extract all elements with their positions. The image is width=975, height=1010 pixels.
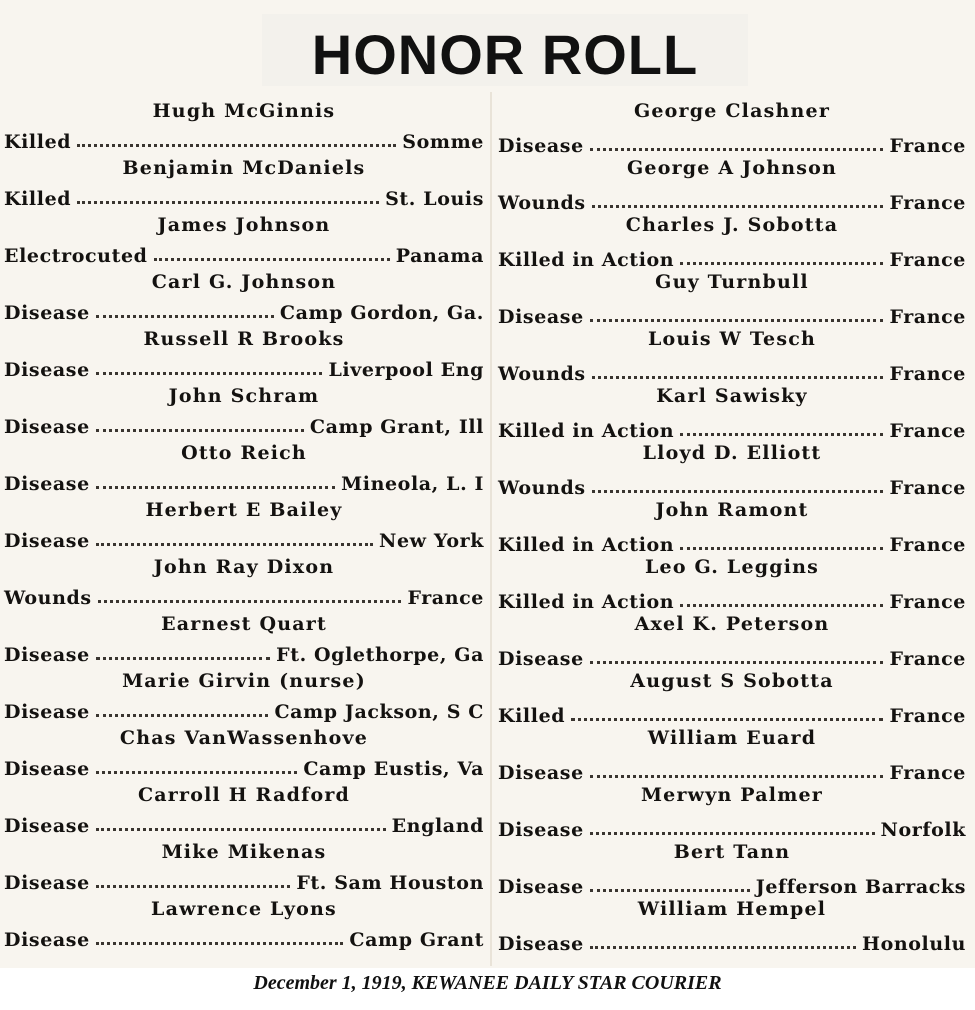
- soldier-name: Hugh McGinnis: [152, 100, 336, 122]
- dot-leader: [590, 148, 884, 151]
- dot-leader: [77, 201, 379, 204]
- soldier-name: John Ray Dixon: [153, 556, 335, 578]
- soldier-name: Guy Turnbull: [655, 271, 809, 293]
- honor-entry: [0, 556, 488, 613]
- cause-of-death: Electrocuted: [4, 245, 148, 267]
- place-of-death: Camp Grant, Ill: [309, 416, 484, 438]
- entry-detail: [4, 469, 484, 495]
- entry-detail: [498, 758, 966, 784]
- dot-leader: [590, 319, 884, 322]
- place-of-death: Camp Jackson, S C: [274, 701, 484, 723]
- soldier-name: Carroll H Radford: [137, 784, 351, 806]
- place-of-death: Mineola, L. I: [341, 473, 484, 495]
- honor-entry: [0, 214, 488, 271]
- cause-of-death: Disease: [4, 530, 90, 552]
- soldier-name: Benjamin McDaniels: [122, 157, 366, 179]
- entry-detail: [4, 925, 484, 951]
- column-divider: [490, 92, 492, 966]
- dot-leader: [96, 543, 373, 546]
- entry-detail: [4, 526, 484, 552]
- cause-of-death: Disease: [4, 929, 90, 951]
- soldier-name: Russell R Brooks: [143, 328, 345, 350]
- place-of-death: Somme: [402, 131, 484, 153]
- place-of-death: France: [889, 192, 966, 214]
- soldier-name: Axel K. Peterson: [634, 613, 830, 635]
- honor-entry: [494, 442, 970, 499]
- place-of-death: New York: [379, 530, 484, 552]
- headline-box: [262, 14, 748, 86]
- cause-of-death: Wounds: [498, 192, 586, 214]
- entry-detail: [4, 184, 484, 210]
- soldier-name: John Ramont: [655, 499, 809, 521]
- place-of-death: Honolulu: [862, 933, 966, 955]
- entry-detail: [4, 811, 484, 837]
- place-of-death: France: [889, 648, 966, 670]
- place-of-death: Jefferson Barracks: [755, 876, 966, 898]
- cause-of-death: Disease: [4, 758, 90, 780]
- dot-leader: [590, 832, 875, 835]
- honor-entry: [494, 898, 970, 955]
- dot-leader: [680, 547, 883, 550]
- source-caption: December 1, 1919, KEWANEE DAILY STAR COURIER: [253, 972, 722, 994]
- dot-leader: [590, 889, 750, 892]
- place-of-death: Norfolk: [880, 819, 966, 841]
- entry-detail: [498, 131, 966, 157]
- soldier-name: Lloyd D. Elliott: [642, 442, 822, 464]
- soldier-name: James Johnson: [157, 214, 331, 236]
- entry-detail: [498, 302, 966, 328]
- place-of-death: Panama: [395, 245, 484, 267]
- entry-detail: [4, 355, 484, 381]
- honor-entry: [0, 328, 488, 385]
- soldier-name: George Clashner: [633, 100, 831, 122]
- cause-of-death: Disease: [4, 473, 90, 495]
- cause-of-death: Wounds: [498, 363, 586, 385]
- dot-leader: [96, 942, 344, 945]
- soldier-name: Otto Reich: [181, 442, 307, 464]
- entry-detail: [498, 473, 966, 499]
- soldier-name: Merwyn Palmer: [640, 784, 824, 806]
- entry-detail: [4, 640, 484, 666]
- soldier-name: Karl Sawisky: [656, 385, 808, 407]
- cause-of-death: Killed: [498, 705, 566, 727]
- entry-detail: [4, 241, 484, 267]
- dot-leader: [96, 657, 270, 660]
- cause-of-death: Killed: [4, 188, 72, 210]
- cause-of-death: Killed in Action: [498, 420, 675, 442]
- honor-entry: [0, 385, 488, 442]
- place-of-death: France: [889, 363, 966, 385]
- place-of-death: France: [889, 420, 966, 442]
- soldier-name: Earnest Quart: [161, 613, 327, 635]
- place-of-death: France: [889, 135, 966, 157]
- honor-entry: [494, 499, 970, 556]
- dot-leader: [592, 490, 884, 493]
- entry-detail: [4, 583, 484, 609]
- soldier-name: Charles J. Sobotta: [625, 214, 839, 236]
- honor-entry: [0, 499, 488, 556]
- honor-entry: [494, 328, 970, 385]
- place-of-death: Camp Gordon, Ga.: [279, 302, 484, 324]
- place-of-death: Liverpool Eng: [328, 359, 484, 381]
- honor-entry: [0, 613, 488, 670]
- entry-detail: [4, 697, 484, 723]
- entry-detail: [498, 188, 966, 214]
- dot-leader: [98, 600, 402, 603]
- cause-of-death: Wounds: [498, 477, 586, 499]
- honor-entry: [494, 556, 970, 613]
- honor-entry: [494, 727, 970, 784]
- right-column: [494, 100, 970, 955]
- entry-detail: [498, 701, 966, 727]
- honor-entry: [494, 613, 970, 670]
- dot-leader: [680, 604, 883, 607]
- honor-entry: [0, 841, 488, 898]
- soldier-name: Carl G. Johnson: [151, 271, 337, 293]
- honor-entry: [0, 100, 488, 157]
- entry-detail: [4, 127, 484, 153]
- place-of-death: France: [889, 591, 966, 613]
- dot-leader: [154, 258, 390, 261]
- honor-entry: [494, 100, 970, 157]
- cause-of-death: Wounds: [4, 587, 92, 609]
- entry-detail: [498, 587, 966, 613]
- place-of-death: France: [889, 705, 966, 727]
- place-of-death: Camp Eustis, Va: [303, 758, 484, 780]
- honor-entry: [0, 670, 488, 727]
- soldier-name: Chas VanWassenhove: [119, 727, 369, 749]
- entry-detail: [498, 815, 966, 841]
- cause-of-death: Disease: [498, 876, 584, 898]
- cause-of-death: Disease: [4, 302, 90, 324]
- honor-entry: [494, 271, 970, 328]
- soldier-name: William Hempel: [637, 898, 827, 920]
- dot-leader: [680, 262, 883, 265]
- soldier-name: Bert Tann: [673, 841, 791, 863]
- left-column: [0, 100, 488, 955]
- entry-detail: [4, 298, 484, 324]
- dot-leader: [96, 885, 291, 888]
- cause-of-death: Disease: [498, 135, 584, 157]
- cause-of-death: Disease: [498, 762, 584, 784]
- cause-of-death: Killed: [4, 131, 72, 153]
- dot-leader: [592, 205, 884, 208]
- cause-of-death: Disease: [498, 933, 584, 955]
- cause-of-death: Disease: [4, 416, 90, 438]
- place-of-death: France: [407, 587, 484, 609]
- soldier-name: George A Johnson: [626, 157, 838, 179]
- entry-detail: [4, 412, 484, 438]
- honor-entry: [0, 157, 488, 214]
- dot-leader: [590, 946, 856, 949]
- cause-of-death: Killed in Action: [498, 534, 675, 556]
- place-of-death: England: [391, 815, 484, 837]
- cause-of-death: Disease: [4, 872, 90, 894]
- dot-leader: [77, 144, 396, 147]
- entry-detail: [498, 872, 966, 898]
- dot-leader: [680, 433, 883, 436]
- honor-entry: [494, 157, 970, 214]
- soldier-name: Herbert E Bailey: [145, 499, 343, 521]
- soldier-name: August S Sobotta: [630, 670, 834, 692]
- entry-detail: [498, 530, 966, 556]
- place-of-death: France: [889, 534, 966, 556]
- dot-leader: [592, 376, 884, 379]
- cause-of-death: Disease: [498, 819, 584, 841]
- soldier-name: John Schram: [168, 385, 320, 407]
- dot-leader: [96, 315, 274, 318]
- cause-of-death: Disease: [4, 815, 90, 837]
- place-of-death: St. Louis: [385, 188, 484, 210]
- honor-entry: [0, 727, 488, 784]
- place-of-death: France: [889, 762, 966, 784]
- entry-detail: [4, 754, 484, 780]
- honor-entry: [494, 841, 970, 898]
- soldier-name: Mike Mikenas: [161, 841, 327, 863]
- honor-entry: [494, 784, 970, 841]
- honor-entry: [0, 898, 488, 955]
- soldier-name: Marie Girvin (nurse): [122, 670, 366, 692]
- dot-leader: [96, 486, 335, 489]
- soldier-name: William Euard: [647, 727, 817, 749]
- honor-entry: [0, 271, 488, 328]
- entry-detail: [498, 644, 966, 670]
- entry-detail: [498, 245, 966, 271]
- entry-detail: [498, 416, 966, 442]
- dot-leader: [571, 718, 883, 721]
- cause-of-death: Disease: [4, 644, 90, 666]
- dot-leader: [96, 372, 323, 375]
- honor-entry: [494, 670, 970, 727]
- place-of-death: Ft. Oglethorpe, Ga: [276, 644, 484, 666]
- honor-entry: [0, 442, 488, 499]
- headline: HONOR ROLL: [311, 23, 699, 86]
- soldier-name: Leo G. Leggins: [644, 556, 820, 578]
- honor-entry: [0, 784, 488, 841]
- place-of-death: France: [889, 306, 966, 328]
- cause-of-death: Disease: [4, 701, 90, 723]
- soldier-name: Louis W Tesch: [647, 328, 817, 350]
- place-of-death: France: [889, 249, 966, 271]
- dot-leader: [96, 771, 298, 774]
- honor-entry: [494, 385, 970, 442]
- cause-of-death: Killed in Action: [498, 591, 675, 613]
- dot-leader: [590, 775, 884, 778]
- entry-detail: [4, 868, 484, 894]
- entry-detail: [498, 359, 966, 385]
- place-of-death: Ft. Sam Houston: [296, 872, 484, 894]
- entry-detail: [498, 929, 966, 955]
- dot-leader: [96, 429, 304, 432]
- honor-entry: [494, 214, 970, 271]
- cause-of-death: Killed in Action: [498, 249, 675, 271]
- dot-leader: [96, 828, 386, 831]
- cause-of-death: Disease: [498, 648, 584, 670]
- place-of-death: France: [889, 477, 966, 499]
- dot-leader: [590, 661, 884, 664]
- place-of-death: Camp Grant: [349, 929, 484, 951]
- dot-leader: [96, 714, 269, 717]
- cause-of-death: Disease: [498, 306, 584, 328]
- cause-of-death: Disease: [4, 359, 90, 381]
- soldier-name: Lawrence Lyons: [151, 898, 337, 920]
